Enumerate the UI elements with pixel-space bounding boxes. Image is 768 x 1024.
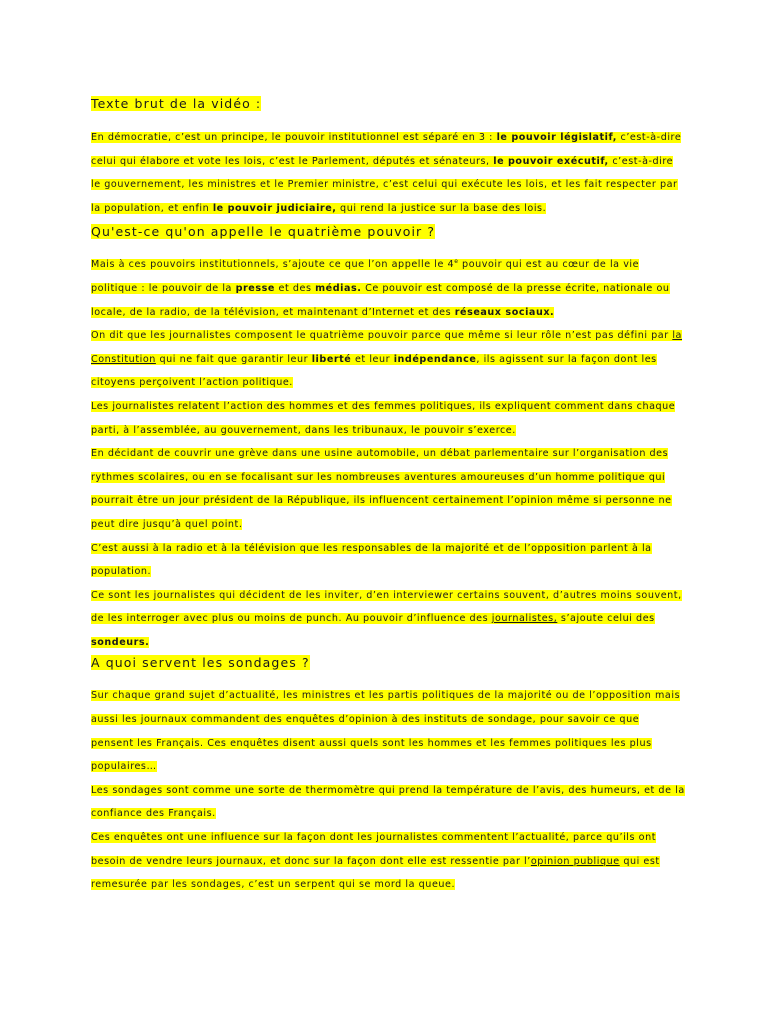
text-run: En décidant de couvrir une grève dans une usine automobile, un débat parlementaire sur l’organisation des rythmes scolaires, ou en se focalisant sur les nombreuses aventures amoureuses d’un homme politique qui pourrait être un jour président de la République, ils influencent certainement l’opinion même si personne ne peut dire jusqu’à quel point. [91,448,672,530]
text-run: On dit que les journalistes composent le quatrième pouvoir parce que même si leur rôle n’est pas défini par [91,330,673,342]
text-run: Ces enquêtes ont une influence sur la façon dont les journalistes commentent l’actualité, parce qu’ils ont besoin de vendre leurs journaux, et donc sur la façon dont elle est ressentie par l’ [91,832,657,867]
text-run: qui ne fait que garantir leur [155,353,312,365]
text-run: Les sondages sont comme une sorte de thermomètre qui prend la température de l’avis, des humeurs, et de la confiance des Français. [91,784,685,820]
bold-term: liberté [311,353,352,365]
body-paragraph [91,442,685,536]
section-body [91,684,685,898]
section-heading [91,222,685,241]
body-paragraph [91,779,685,826]
highlighted-text [91,330,682,388]
body-paragraph [91,584,685,655]
heading-text: Texte brut de la vidéo : [91,96,262,111]
text-run: et des [274,282,316,294]
inline-link[interactable]: la Constitution [91,330,682,365]
section-body [91,126,685,222]
text-run: c’est-à-dire celui qui élabore et vote les lois, c’est le Parlement, députés et sénateurs, [91,132,682,167]
highlighted-text [91,543,652,578]
heading-text: A quoi servent les sondages ? [91,655,310,671]
text-run: Ce pouvoir est composé de la presse écrite, nationale ou locale, de la radio, de la télévision, et maintenant d’Internet et des [91,282,670,318]
bold-term: indépendance [393,353,477,365]
bold-term: presse [235,282,275,294]
document-page [91,94,685,899]
body-paragraph [91,537,685,584]
text-run: s’ajoute celui des [557,613,655,625]
section-body [91,253,685,656]
highlighted-text [91,259,670,317]
inline-link[interactable]: journalistes, [491,613,558,625]
section-heading [91,94,685,113]
text-run: pouvoir qui est au cœur de la vie politique : le pouvoir de la [91,259,640,294]
bold-term: réseaux sociaux. [454,306,555,318]
text-run: En démocratie, c’est un principe, le pouvoir institutionnel est séparé en 3 : [91,132,497,143]
body-paragraph [91,126,685,220]
body-paragraph [91,253,685,324]
text-run: C’est aussi à la radio et à la télévision que les responsables de la majorité et de l’opposition parlent à la population. [91,542,652,578]
text-run: Sur chaque grand sujet d’actualité, les ministres et les partis politiques de la majorité ou de l’opposition mais aussi les journaux commandent des enquêtes d’opinion à des instituts de sondage, pour savoir ce que pensent les Français. Ces enquêtes disent aussi quels sont les hommes et les femmes politiques les plus populaires… [91,690,681,773]
text-run: Les journalistes relatent l’action des hommes et des femmes politiques, ils expliquent comment dans chaque parti, à l’assemblée, au gouvernement, dans les tribunaux, le pouvoir s’exerce. [91,400,676,436]
highlighted-text [91,132,681,214]
highlighted-text [91,448,672,530]
bold-term: le pouvoir judiciaire, [212,202,337,214]
text-run: Mais à ces pouvoirs institutionnels, s’ajoute ce que l’on appelle le 4 [91,259,455,271]
text-run: et leur [351,353,394,365]
inline-link[interactable]: opinion publique [530,855,620,867]
body-paragraph [91,395,685,442]
highlighted-text [91,785,685,820]
text-run: Ce sont les journalistes qui décident de les inviter, d’en interviewer certains souvent, d’autres moins souvent, de les interroger avec plus ou moins de punch. Au pouvoir d’influence des [91,589,682,625]
text-run: qui est remesurée par les sondages, c’est un serpent qui se mord la queue. [91,855,660,891]
bold-term: le pouvoir législatif, [496,132,617,143]
highlighted-text [91,590,682,648]
highlighted-text [91,690,680,772]
body-paragraph [91,324,685,395]
body-paragraph [91,684,685,778]
text-run: c’est-à-dire le gouvernement, les ministres et le Premier ministre, c’est celui qui exécute les lois, et les fait respecter par la population, et enfin [91,155,678,214]
highlighted-text [91,401,675,436]
bold-term: médias. [315,282,362,294]
heading-text: Qu'est-ce qu'on appelle le quatrième pouvoir ? [91,224,436,240]
section-heading [91,653,685,672]
text-run: qui rend la justice sur la base des lois. [336,202,547,214]
text-run: , ils agissent sur la façon dont les citoyens perçoivent l’action politique. [91,353,657,389]
superscript: e [454,258,459,266]
bold-term: le pouvoir exécutif, [493,155,609,167]
bold-term: sondeurs. [91,636,150,648]
body-paragraph [91,826,685,897]
highlighted-text [91,832,660,890]
